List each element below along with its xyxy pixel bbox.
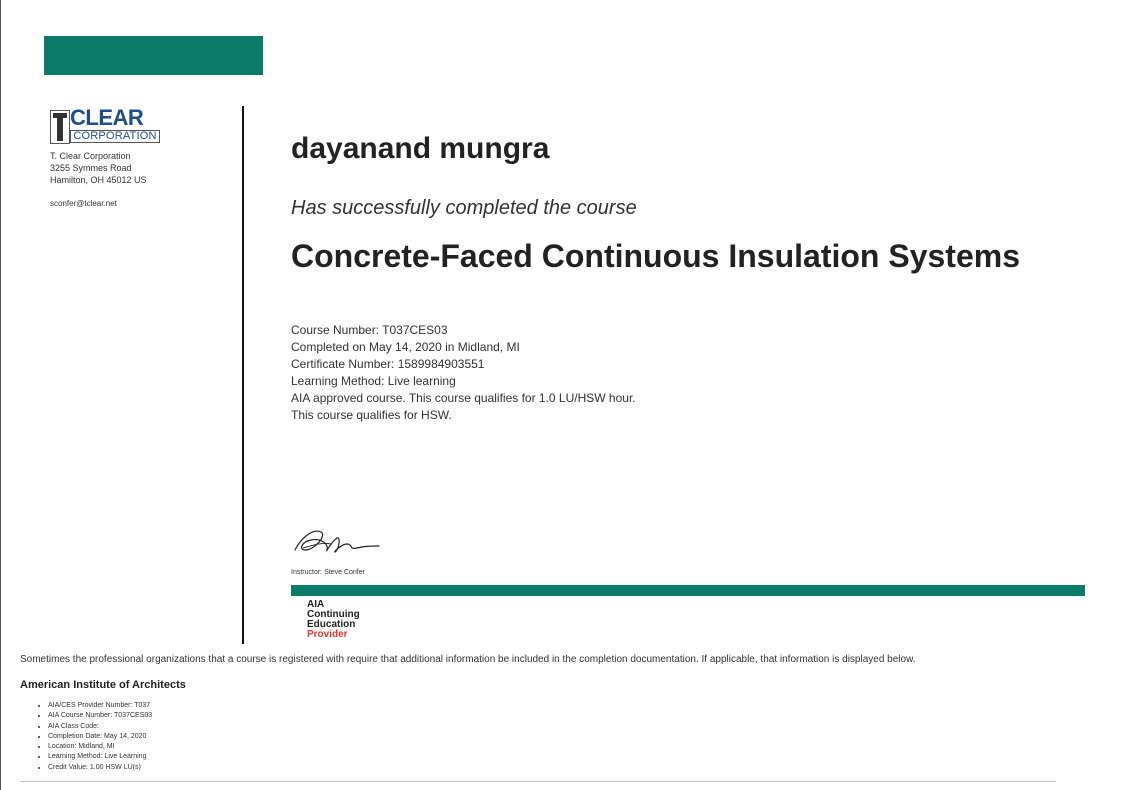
logo-t-mark [50,110,70,144]
aia-logo-line-1: AIA [307,599,325,610]
list-item: • AIA Class Code: [48,722,152,732]
logo-word-clear: CLEAR [70,105,144,130]
logo-word-corporation: CORPORATION [70,130,160,143]
org-address-line-2: Hamilton, OH 45012 US [50,175,147,185]
aia-logo-line-3: Education [307,619,356,630]
list-item: • Credit Value: 1.00 HSW LU(s) [48,763,152,773]
aia-logo-line-2: Continuing [307,609,360,620]
completion-statement: Has successfully completed the course [291,197,637,219]
additional-info-notice: Sometimes the professional organizations that a course is registered with require that additional information be included in the completion documentation. If applicable, that information is displayed below. [20,654,916,665]
aia-logo-line-4: Provider [307,629,348,640]
certificate-number: Certificate Number: 1589984903551 [291,357,485,371]
aia-ces-provider-logo [307,600,360,640]
list-item: • Completion Date: May 14, 2020 [48,732,152,742]
list-item: • Location: Midland, MI [48,742,152,752]
list-item: • AIA Course Number: T037CES03 [48,711,152,721]
aia-section-title: American Institute of Architects [20,679,186,691]
page-border [0,0,1,790]
org-address-line-1: 3255 Symmes Road [50,163,132,173]
org-email: sconfer@tclear.net [50,199,117,208]
list-item: • Learning Method: Live Learning [48,752,152,762]
tclear-logo [50,105,160,144]
aia-approval-note: AIA approved course. This course qualifies for 1.0 LU/HSW hour. [291,391,636,405]
footer-accent-bar [291,585,1085,596]
vertical-divider [242,106,244,644]
bottom-divider [20,781,1056,782]
recipient-name: dayanand mungra [291,132,550,165]
instructor-signature [291,520,381,560]
course-details [291,322,636,424]
instructor-name: Instructor: Steve Confer [291,569,365,576]
course-number: Course Number: T037CES03 [291,323,448,337]
learning-method: Learning Method: Live learning [291,374,456,388]
completion-info: Completed on May 14, 2020 in Midland, MI [291,340,520,354]
aia-details-list [20,701,152,773]
course-title: Concrete-Faced Continuous Insulation Systems [291,238,1020,274]
header-accent-bar [44,36,263,75]
organization-address [50,150,147,186]
org-name: T. Clear Corporation [50,151,131,161]
hsw-note: This course qualifies for HSW. [291,408,452,422]
list-item: • AIA/CES Provider Number: T037 [48,701,152,711]
